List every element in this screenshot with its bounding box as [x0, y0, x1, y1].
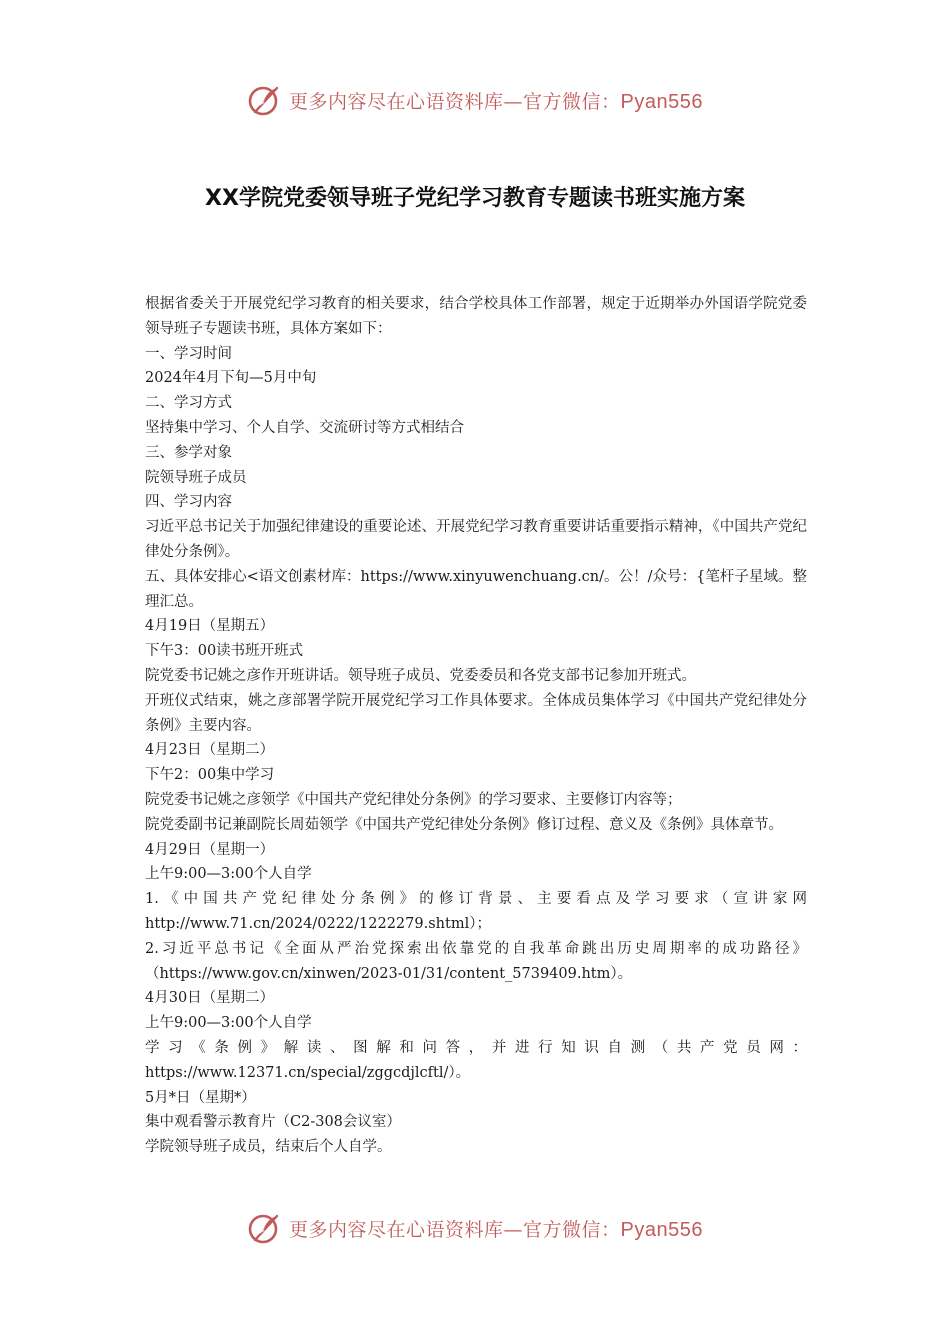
schedule-date: 4月30日（星期二）	[145, 990, 275, 1007]
body-paragraph: 习近平总书记关于加强纪律建设的重要论述、开展党纪学习教育重要讲话重要指示精神，《中国共产党纪律处分条例》。	[145, 519, 807, 560]
body-paragraph: 集中观看警示教育片（C2-308会议室）	[145, 1114, 401, 1131]
schedule-time: 下午2：00集中学习	[145, 767, 275, 784]
body-paragraph: 根据省委关于开展党纪学习教育的相关要求，结合学校具体工作部署，规定于近期举办外国语学院党委领导班子专题读书班，具体方案如下：	[145, 296, 807, 337]
schedule-date: 4月29日（星期一）	[145, 841, 275, 858]
body-paragraph: 学院领导班子成员，结束后个人自学。	[145, 1139, 392, 1156]
document-body	[145, 292, 807, 1160]
quill-pen-logo-icon	[247, 1210, 283, 1246]
schedule-time: 下午3：00读书班开班式	[145, 643, 304, 660]
schedule-date: 5月*日（星期*）	[145, 1089, 256, 1106]
watermark-text-cn: 更多内容尽在心语资料库—官方微信：	[289, 90, 621, 113]
header-watermark-banner	[0, 82, 950, 118]
body-paragraph: 坚持集中学习、个人自学、交流研讨等方式相结合	[145, 419, 464, 436]
schedule-date: 4月23日（星期二）	[145, 742, 275, 759]
section-heading: 五、具体安排心<语文创素材库：https://www.xinyuwenchuang.cn/。公！/众号：{笔杆子星域。整理汇总。	[145, 568, 807, 610]
section-heading: 二、学习方式	[145, 395, 232, 412]
body-paragraph: 2.习近平总书记《全面从严治党探索出依靠党的自我革命跳出历史周期率的成功路径》（https://www.gov.cn/xinwen/2023-01/31/content_5739409.htm）。	[145, 940, 807, 982]
schedule-date: 4月19日（星期五）	[145, 618, 275, 635]
body-paragraph: 院党委书记姚之彦作开班讲话。领导班子成员、党委委员和各党支部书记参加开班式。	[145, 667, 696, 684]
watermark-wechat-id: Pyan556	[620, 1218, 703, 1241]
section-heading: 一、学习时间	[145, 345, 232, 362]
body-paragraph: 开班仪式结束，姚之彦部署学院开展党纪学习工作具体要求。全体成员集体学习《中国共产党纪律处分条例》主要内容。	[145, 692, 807, 734]
watermark-text-cn: 更多内容尽在心语资料库—官方微信：	[289, 1218, 621, 1241]
section-heading: 四、学习内容	[145, 494, 232, 511]
body-paragraph: 1.《中国共产党纪律处分条例》的修订背景、主要看点及学习要求（宣讲家网 http://www.71.cn/2024/0222/1222279.shtml）；	[145, 891, 807, 932]
document-title: XX学院党委领导班子党纪学习教育专题读书班实施方案	[205, 186, 745, 211]
watermark-text	[289, 1215, 703, 1242]
body-paragraph: 院党委书记姚之彦领学《中国共产党纪律处分条例》的学习要求、主要修订内容等；	[145, 791, 682, 808]
watermark-text	[289, 87, 703, 114]
watermark-wechat-id: Pyan556	[620, 90, 703, 113]
section-heading: 三、参学对象	[145, 444, 232, 461]
schedule-time: 上午9:00—3:00个人自学	[145, 1015, 312, 1032]
body-paragraph: 院党委副书记兼副院长周茹领学《中国共产党纪律处分条例》修订过程、意义及《条例》具体章节。	[145, 816, 783, 833]
schedule-time: 上午9:00—3:00个人自学	[145, 866, 312, 883]
quill-pen-logo-icon	[247, 82, 283, 118]
body-paragraph: 学习《条例》解读、图解和问答，并进行知识自测（共产党员网：https://www.12371.cn/special/zggcdjlcftl/）。	[145, 1039, 807, 1081]
body-paragraph: 院领导班子成员	[145, 469, 247, 486]
footer-watermark-banner	[0, 1210, 950, 1246]
body-paragraph: 2024年4月下旬—5月中旬	[145, 370, 317, 387]
